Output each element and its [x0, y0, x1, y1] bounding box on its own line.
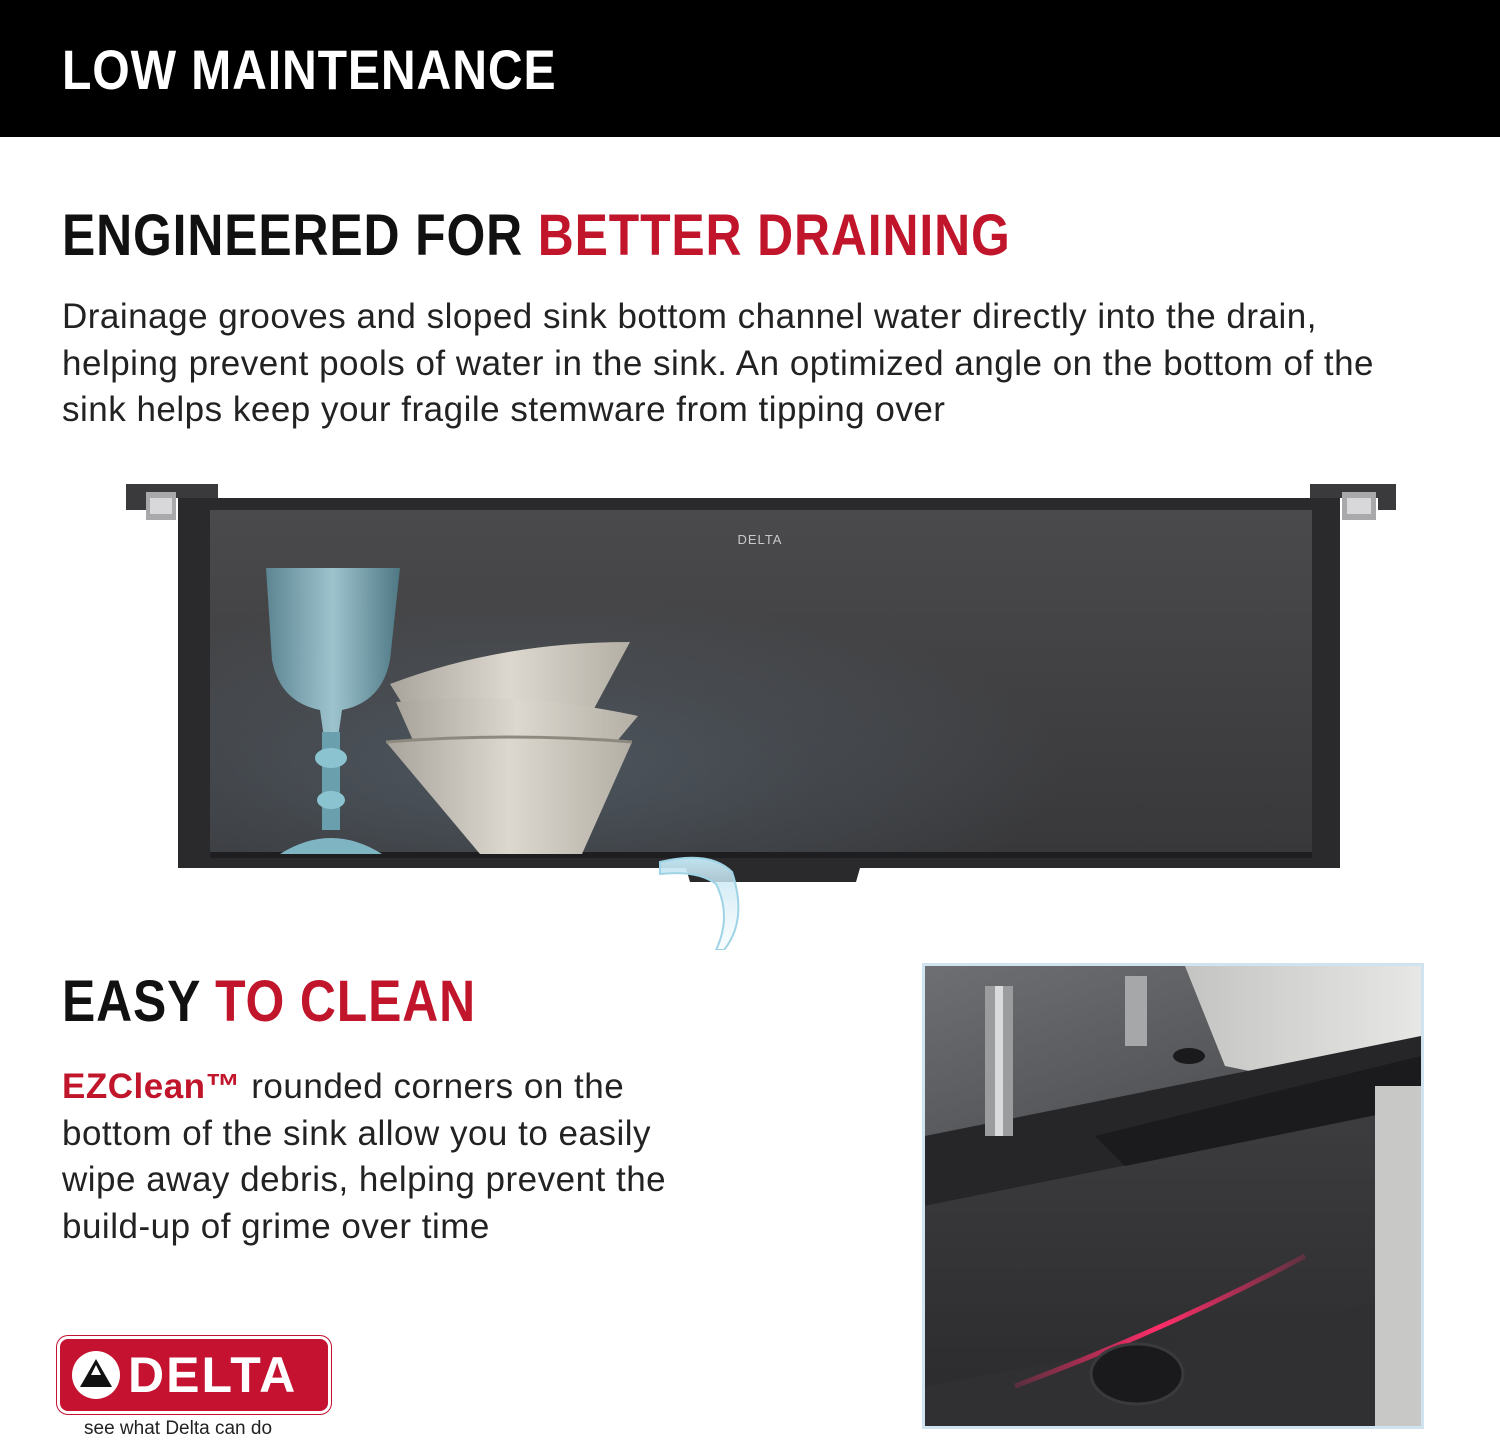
delta-tagline: see what Delta can do: [84, 1418, 273, 1439]
section-heading-draining: [62, 204, 1011, 268]
sink-corner-photo-illustration: [925, 966, 1421, 1426]
delta-triangle-icon: [72, 1351, 120, 1399]
sink-cross-section-illustration: [120, 470, 1410, 950]
clean-description-body: rounded corners on the bottom of the sink allow you to easily wipe away debris, helping prevent the build-up of grime over time: [62, 1067, 667, 1246]
draining-water-stream: [660, 858, 738, 950]
delta-wordmark: DELTA: [128, 1347, 298, 1403]
ezclean-brand-text: EZClean™: [62, 1067, 242, 1106]
header-bar: [0, 0, 1500, 137]
section-heading-clean: [62, 970, 476, 1034]
drain-cap: [1091, 1344, 1183, 1404]
heading-plain-text: EASY: [62, 969, 201, 1034]
heading-accent-text: BETTER DRAINING: [537, 203, 1011, 268]
header-title: LOW MAINTENANCE: [62, 38, 557, 101]
sink-corner-photo: [922, 963, 1424, 1429]
heading-plain-text: ENGINEERED FOR: [62, 203, 524, 268]
delta-logo: [60, 1339, 328, 1411]
draining-description: Drainage grooves and sloped sink bottom channel water directly into the drain, helping prevent pools of water in the sink. An optimized angle on the bottom of the sink helps keep your fragile stemware from tipping over: [62, 297, 1375, 429]
sink-brand-text: DELTA: [737, 532, 783, 547]
clean-description: [62, 1064, 702, 1250]
heading-accent-text: TO CLEAN: [215, 969, 477, 1034]
